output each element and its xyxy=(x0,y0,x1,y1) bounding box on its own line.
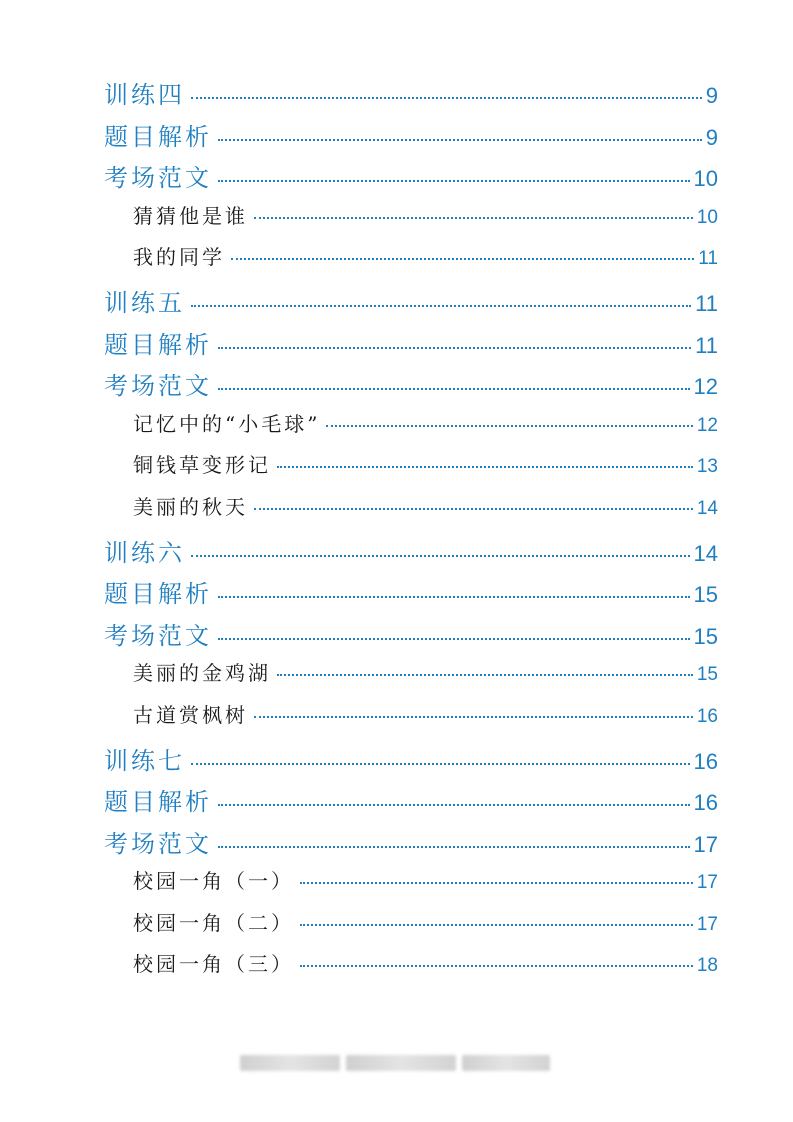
dot-leader xyxy=(218,180,690,182)
dot-leader xyxy=(326,425,692,427)
dot-leader xyxy=(254,508,693,510)
toc-entry[interactable] xyxy=(0,75,793,117)
toc-subentry-title: 记忆中的“小毛球” xyxy=(133,411,321,436)
toc-subentry-title: 校园一角（一） xyxy=(133,869,294,894)
blurred-text-block xyxy=(346,1055,456,1071)
toc-page-number: 12 xyxy=(696,414,718,436)
toc-subentry[interactable] xyxy=(0,948,793,990)
toc-entry-title: 考场范文 xyxy=(104,372,212,401)
toc-page-number: 17 xyxy=(693,831,718,857)
toc-entry[interactable] xyxy=(0,782,793,824)
toc-subentry-title: 古道赏枫树 xyxy=(133,702,248,727)
toc-page-number: 15 xyxy=(693,582,718,608)
dot-leader xyxy=(300,924,693,926)
dot-leader xyxy=(254,716,693,718)
dot-leader xyxy=(191,763,690,765)
toc-page-number: 10 xyxy=(696,206,718,228)
toc-entry-title: 训练六 xyxy=(104,538,185,567)
toc-page-number: 10 xyxy=(693,166,718,192)
dot-leader xyxy=(218,846,690,848)
dot-leader xyxy=(218,638,690,640)
table-of-contents xyxy=(0,75,793,990)
toc-subentry-title: 我的同学 xyxy=(133,245,225,270)
toc-subentry[interactable] xyxy=(0,699,793,741)
dot-leader xyxy=(254,217,693,219)
toc-subentry[interactable] xyxy=(0,200,793,242)
toc-subentry[interactable] xyxy=(0,449,793,491)
dot-leader xyxy=(277,674,693,676)
toc-page-number: 11 xyxy=(695,290,718,316)
toc-entry-title: 题目解析 xyxy=(104,580,212,609)
toc-page-number: 16 xyxy=(693,790,718,816)
blurred-text-block xyxy=(462,1055,550,1071)
toc-subentry[interactable] xyxy=(0,657,793,699)
toc-subentry[interactable] xyxy=(0,491,793,533)
toc-entry-title: 训练四 xyxy=(104,81,185,109)
dot-leader xyxy=(218,804,690,806)
toc-subentry[interactable] xyxy=(0,865,793,907)
toc-entry[interactable] xyxy=(0,824,793,866)
toc-subentry-title: 猜猜他是谁 xyxy=(133,203,248,228)
toc-page-number: 12 xyxy=(693,374,718,400)
dot-leader xyxy=(300,882,693,884)
toc-page-number: 14 xyxy=(696,497,718,519)
dot-leader xyxy=(231,258,694,260)
toc-page-number: 13 xyxy=(696,456,718,478)
toc-entry-title: 训练七 xyxy=(104,746,185,775)
toc-page-number: 15 xyxy=(693,623,718,649)
dot-leader xyxy=(218,388,690,390)
blurred-footer-watermark xyxy=(240,1055,556,1071)
toc-page-number: 9 xyxy=(705,83,718,108)
toc-entry[interactable] xyxy=(0,533,793,575)
toc-entry[interactable] xyxy=(0,616,793,658)
toc-entry-title: 题目解析 xyxy=(104,122,212,151)
toc-page-number: 15 xyxy=(696,664,718,686)
toc-entry-title: 题目解析 xyxy=(104,788,212,817)
toc-page-number: 17 xyxy=(696,913,718,935)
toc-subentry-title: 美丽的金鸡湖 xyxy=(133,661,271,686)
toc-page-number: 16 xyxy=(693,748,718,774)
toc-page-number: 9 xyxy=(705,124,718,150)
toc-page-number: 11 xyxy=(695,332,718,358)
dot-leader xyxy=(218,139,702,141)
toc-entry-title: 考场范文 xyxy=(104,164,212,193)
toc-entry[interactable] xyxy=(0,741,793,783)
toc-entry-title: 训练五 xyxy=(104,288,185,317)
toc-subentry-title: 校园一角（二） xyxy=(133,910,294,935)
toc-entry-title: 考场范文 xyxy=(104,829,212,858)
toc-entry-title: 考场范文 xyxy=(104,621,212,650)
dot-leader xyxy=(191,305,691,307)
dot-leader xyxy=(218,347,691,349)
toc-subentry[interactable] xyxy=(0,408,793,450)
toc-subentry-title: 美丽的秋天 xyxy=(133,494,248,519)
dot-leader xyxy=(277,466,693,468)
dot-leader xyxy=(300,965,693,967)
toc-entry[interactable] xyxy=(0,366,793,408)
toc-subentry-title: 铜钱草变形记 xyxy=(133,453,271,478)
toc-entry[interactable] xyxy=(0,158,793,200)
toc-entry-title: 题目解析 xyxy=(104,330,212,359)
toc-page-number: 17 xyxy=(696,872,718,894)
toc-page-number: 18 xyxy=(696,955,718,977)
toc-page-number: 11 xyxy=(698,248,718,270)
toc-entry[interactable] xyxy=(0,117,793,159)
toc-entry[interactable] xyxy=(0,574,793,616)
dot-leader xyxy=(191,555,690,557)
toc-entry[interactable] xyxy=(0,325,793,367)
toc-page-number: 16 xyxy=(696,705,718,727)
dot-leader xyxy=(218,596,690,598)
toc-subentry[interactable] xyxy=(0,907,793,949)
toc-subentry-title: 校园一角（三） xyxy=(133,952,294,977)
blurred-text-block xyxy=(240,1055,340,1071)
toc-page-number: 14 xyxy=(693,540,718,566)
dot-leader xyxy=(191,97,702,99)
toc-entry[interactable] xyxy=(0,283,793,325)
toc-subentry[interactable] xyxy=(0,241,793,283)
